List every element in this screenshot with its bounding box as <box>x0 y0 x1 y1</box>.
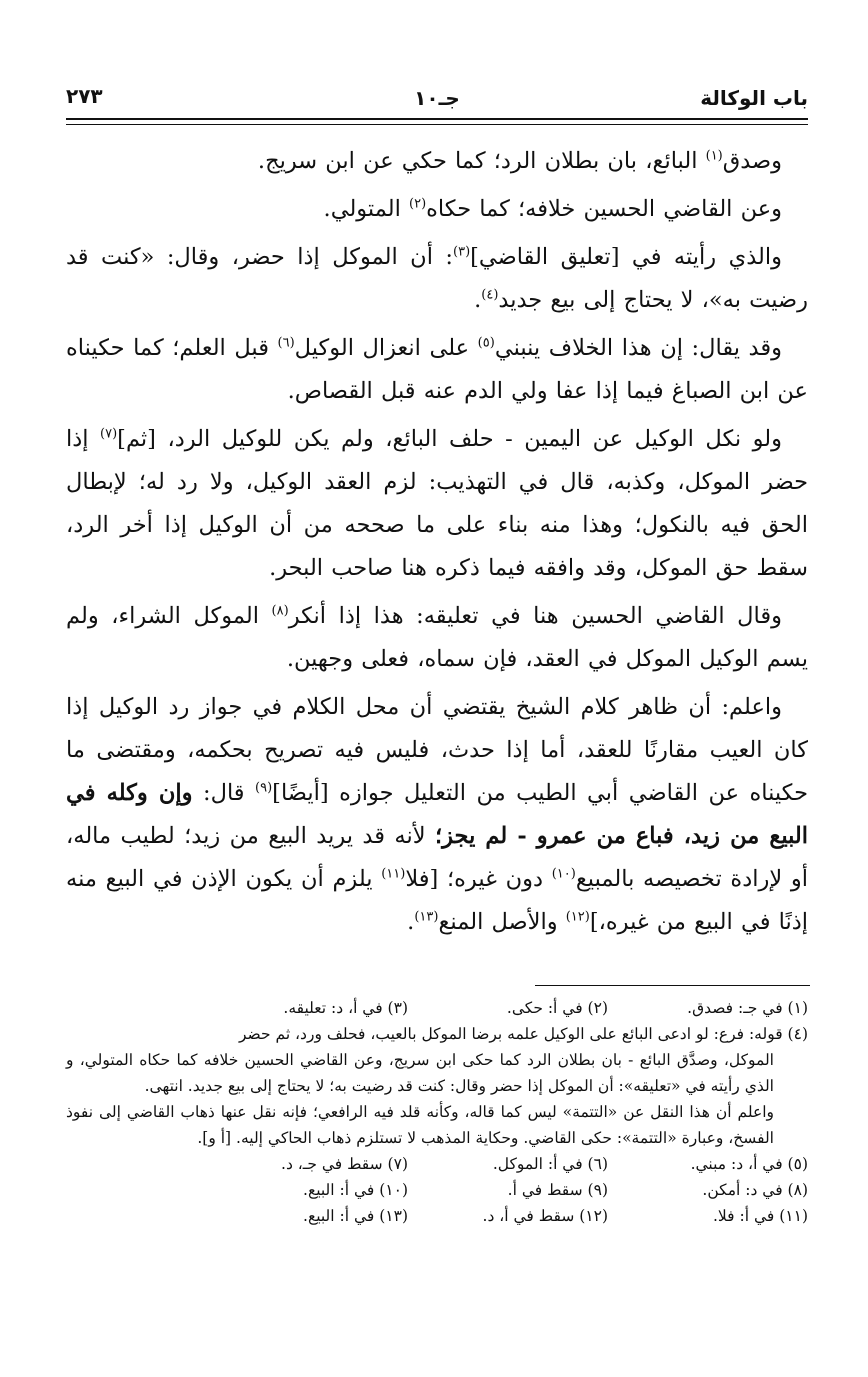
footnote-ref: (١٣) <box>414 909 439 925</box>
text-run: وقد يقال: إن هذا الخلاف ينبني <box>494 335 782 361</box>
text-run: الموكل الشراء، ولم يسم الوكيل الموكل في العقد، فإن سماه، فعلى وجهين. <box>66 603 808 672</box>
text-run: يلزم أن يكون الإذن في البيع منه إذنًا في البيع من غيره،] <box>66 866 808 935</box>
footnote-row <box>66 1203 808 1229</box>
text-run: دون غيره؛ [فلا <box>405 866 552 892</box>
paragraph <box>66 418 808 590</box>
paragraph <box>66 595 808 681</box>
footnote-ref: (١٠) <box>551 866 576 882</box>
text-run: وصدق <box>722 148 782 174</box>
footnote-4 <box>66 1021 808 1151</box>
paragraph <box>66 236 808 322</box>
footnote-8: (٨) في د: أمكن. <box>702 1181 808 1199</box>
page-number: ٢٧٣ <box>66 84 103 108</box>
footnote-ref: (٩) <box>255 780 273 796</box>
footnote-5: (٥) في أ، د: مبني. <box>690 1155 808 1173</box>
footnote-ref: (١) <box>705 148 723 164</box>
footnote-9: (٩) سقط في أ. <box>507 1181 608 1199</box>
text-run: المتولي. <box>323 196 409 222</box>
footnote-13: (١٣) في أ: البيع. <box>303 1207 408 1225</box>
footnote-ref: (١١) <box>381 866 406 882</box>
footnote-separator <box>535 985 810 986</box>
paragraph <box>66 140 808 183</box>
footnote-12: (١٢) سقط في أ، د. <box>482 1207 608 1225</box>
footnote-ref: (١٢) <box>565 909 590 925</box>
footnote-row <box>66 1151 808 1177</box>
main-text <box>66 140 808 949</box>
text-run: ولو نكل الوكيل عن اليمين - حلف البائع، ولم يكن للوكيل الرد، [ثم] <box>117 426 782 452</box>
footnote-4-continuation: الموكل، وصدَّق البائع - بان بطلان الرد كما حكى ابن سريج، وعن القاضي الحسين خلافه كما حكاه المتولي، و الذي رأيته في «تعليقه»: أن الموكل إذا حضر وقال: كنت قد رضيت به؛ لا يحتاج إلى بيع جديد. انتهى. <box>66 1051 774 1095</box>
footnote-2: (٢) في أ: حكى. <box>506 999 608 1017</box>
text-run: لأنه قد يريد البيع من زيد؛ لطيب ماله، أو لإرادة تخصيصه بالمبيع <box>66 823 808 892</box>
text-run: وعن القاضي الحسين خلافه؛ كما حكاه <box>426 196 782 222</box>
chapter-title: باب الوكالة <box>700 86 808 110</box>
footnote-ref: (٤) <box>481 287 499 303</box>
footnotes <box>66 995 808 1229</box>
text-run: . <box>407 909 415 935</box>
page-header <box>66 78 808 118</box>
footnote-row <box>66 995 808 1021</box>
header-rule <box>66 118 808 125</box>
text-run: وقال القاضي الحسين هنا في تعليقه: هذا إذا أنكر <box>288 603 782 629</box>
footnote-ref: (٦) <box>277 335 295 351</box>
footnote-ref: (٢) <box>409 196 427 212</box>
bold-text: وإن وكله في البيع من زيد، فباع من عمرو - لم يجز؛ <box>66 780 809 849</box>
text-run: إذا حضر الموكل، وكذبه، قال في التهذيب: لزم العقد الوكيل، ولا رد له؛ لإبطال الحق فيه بالنكول؛ وهذا منه بناء على ما صححه من أن الوكيل إذا أخر الرد، سقط حق الموكل، وقد وافقه فيما ذكره هنا صاحب البحر. <box>66 426 808 581</box>
text-run: : أن الموكل إذا حضر، وقال: «كنت قد رضيت به»، لا يحتاج إلى بيع جديد <box>66 244 808 313</box>
footnote-11: (١١) في أ: فلا. <box>713 1207 808 1225</box>
text-run: على انعزال الوكيل <box>294 335 478 361</box>
text-run: والذي رأيته في [تعليق القاضي] <box>470 244 782 270</box>
footnote-ref: (٣) <box>453 244 471 260</box>
footnote-6: (٦) في أ: الموكل. <box>492 1155 608 1173</box>
footnote-1: (١) في جـ: فصدق. <box>687 999 808 1017</box>
text-run: قال: <box>192 780 256 806</box>
text-run: واعلم: أن ظاهر كلام الشيخ يقتضي أن محل الكلام في جواز رد الوكيل إذا كان العيب مقارنًا للعقد، أما إذا حدث، فليس فيه تصريح بحكمه، ومقتضى ما حكيناه عن القاضي أبي الطيب من التعليل جوازه [أيضًا] <box>66 694 809 806</box>
text-run: قبل العلم؛ كما حكيناه عن ابن الصباغ فيما إذا عفا ولي الدم عنه قبل القصاص. <box>66 335 808 404</box>
footnote-4-remark: واعلم أن هذا النقل عن «التتمة» ليس كما قاله، وكأنه قلد فيه الرافعي؛ فإنه نقل عنها ذهاب القاضي إلى نفوذ الفسخ، وعبارة «التتمة»: حكى القاضي. وحكاية المذهب لا تستلزم ذهاب الحاكي إليه. [أ و]. <box>66 1103 774 1147</box>
footnote-ref: (٧) <box>100 426 118 442</box>
footnote-10: (١٠) في أ: البيع. <box>303 1181 408 1199</box>
footnote-3: (٣) في أ، د: تعليقه. <box>283 999 408 1017</box>
footnote-ref: (٥) <box>477 335 495 351</box>
footnote-row <box>66 1177 808 1203</box>
paragraph <box>66 188 808 231</box>
text-run: البائع، بان بطلان الرد؛ كما حكي عن ابن سريج. <box>257 148 706 174</box>
paragraph <box>66 686 808 944</box>
paragraph <box>66 327 808 413</box>
text-run: والأصل المنع <box>438 909 566 935</box>
volume-label: جـ١٠ <box>414 86 460 110</box>
footnote-7: (٧) سقط في جـ، د. <box>281 1155 408 1173</box>
footnote-4-line: (٤) قوله: فرع: لو ادعى البائع على الوكيل علمه برضا الموكل بالعيب، فحلف ورد، ثم حضر <box>239 1025 808 1043</box>
footnote-ref: (٨) <box>271 603 289 619</box>
text-run: . <box>474 287 482 313</box>
